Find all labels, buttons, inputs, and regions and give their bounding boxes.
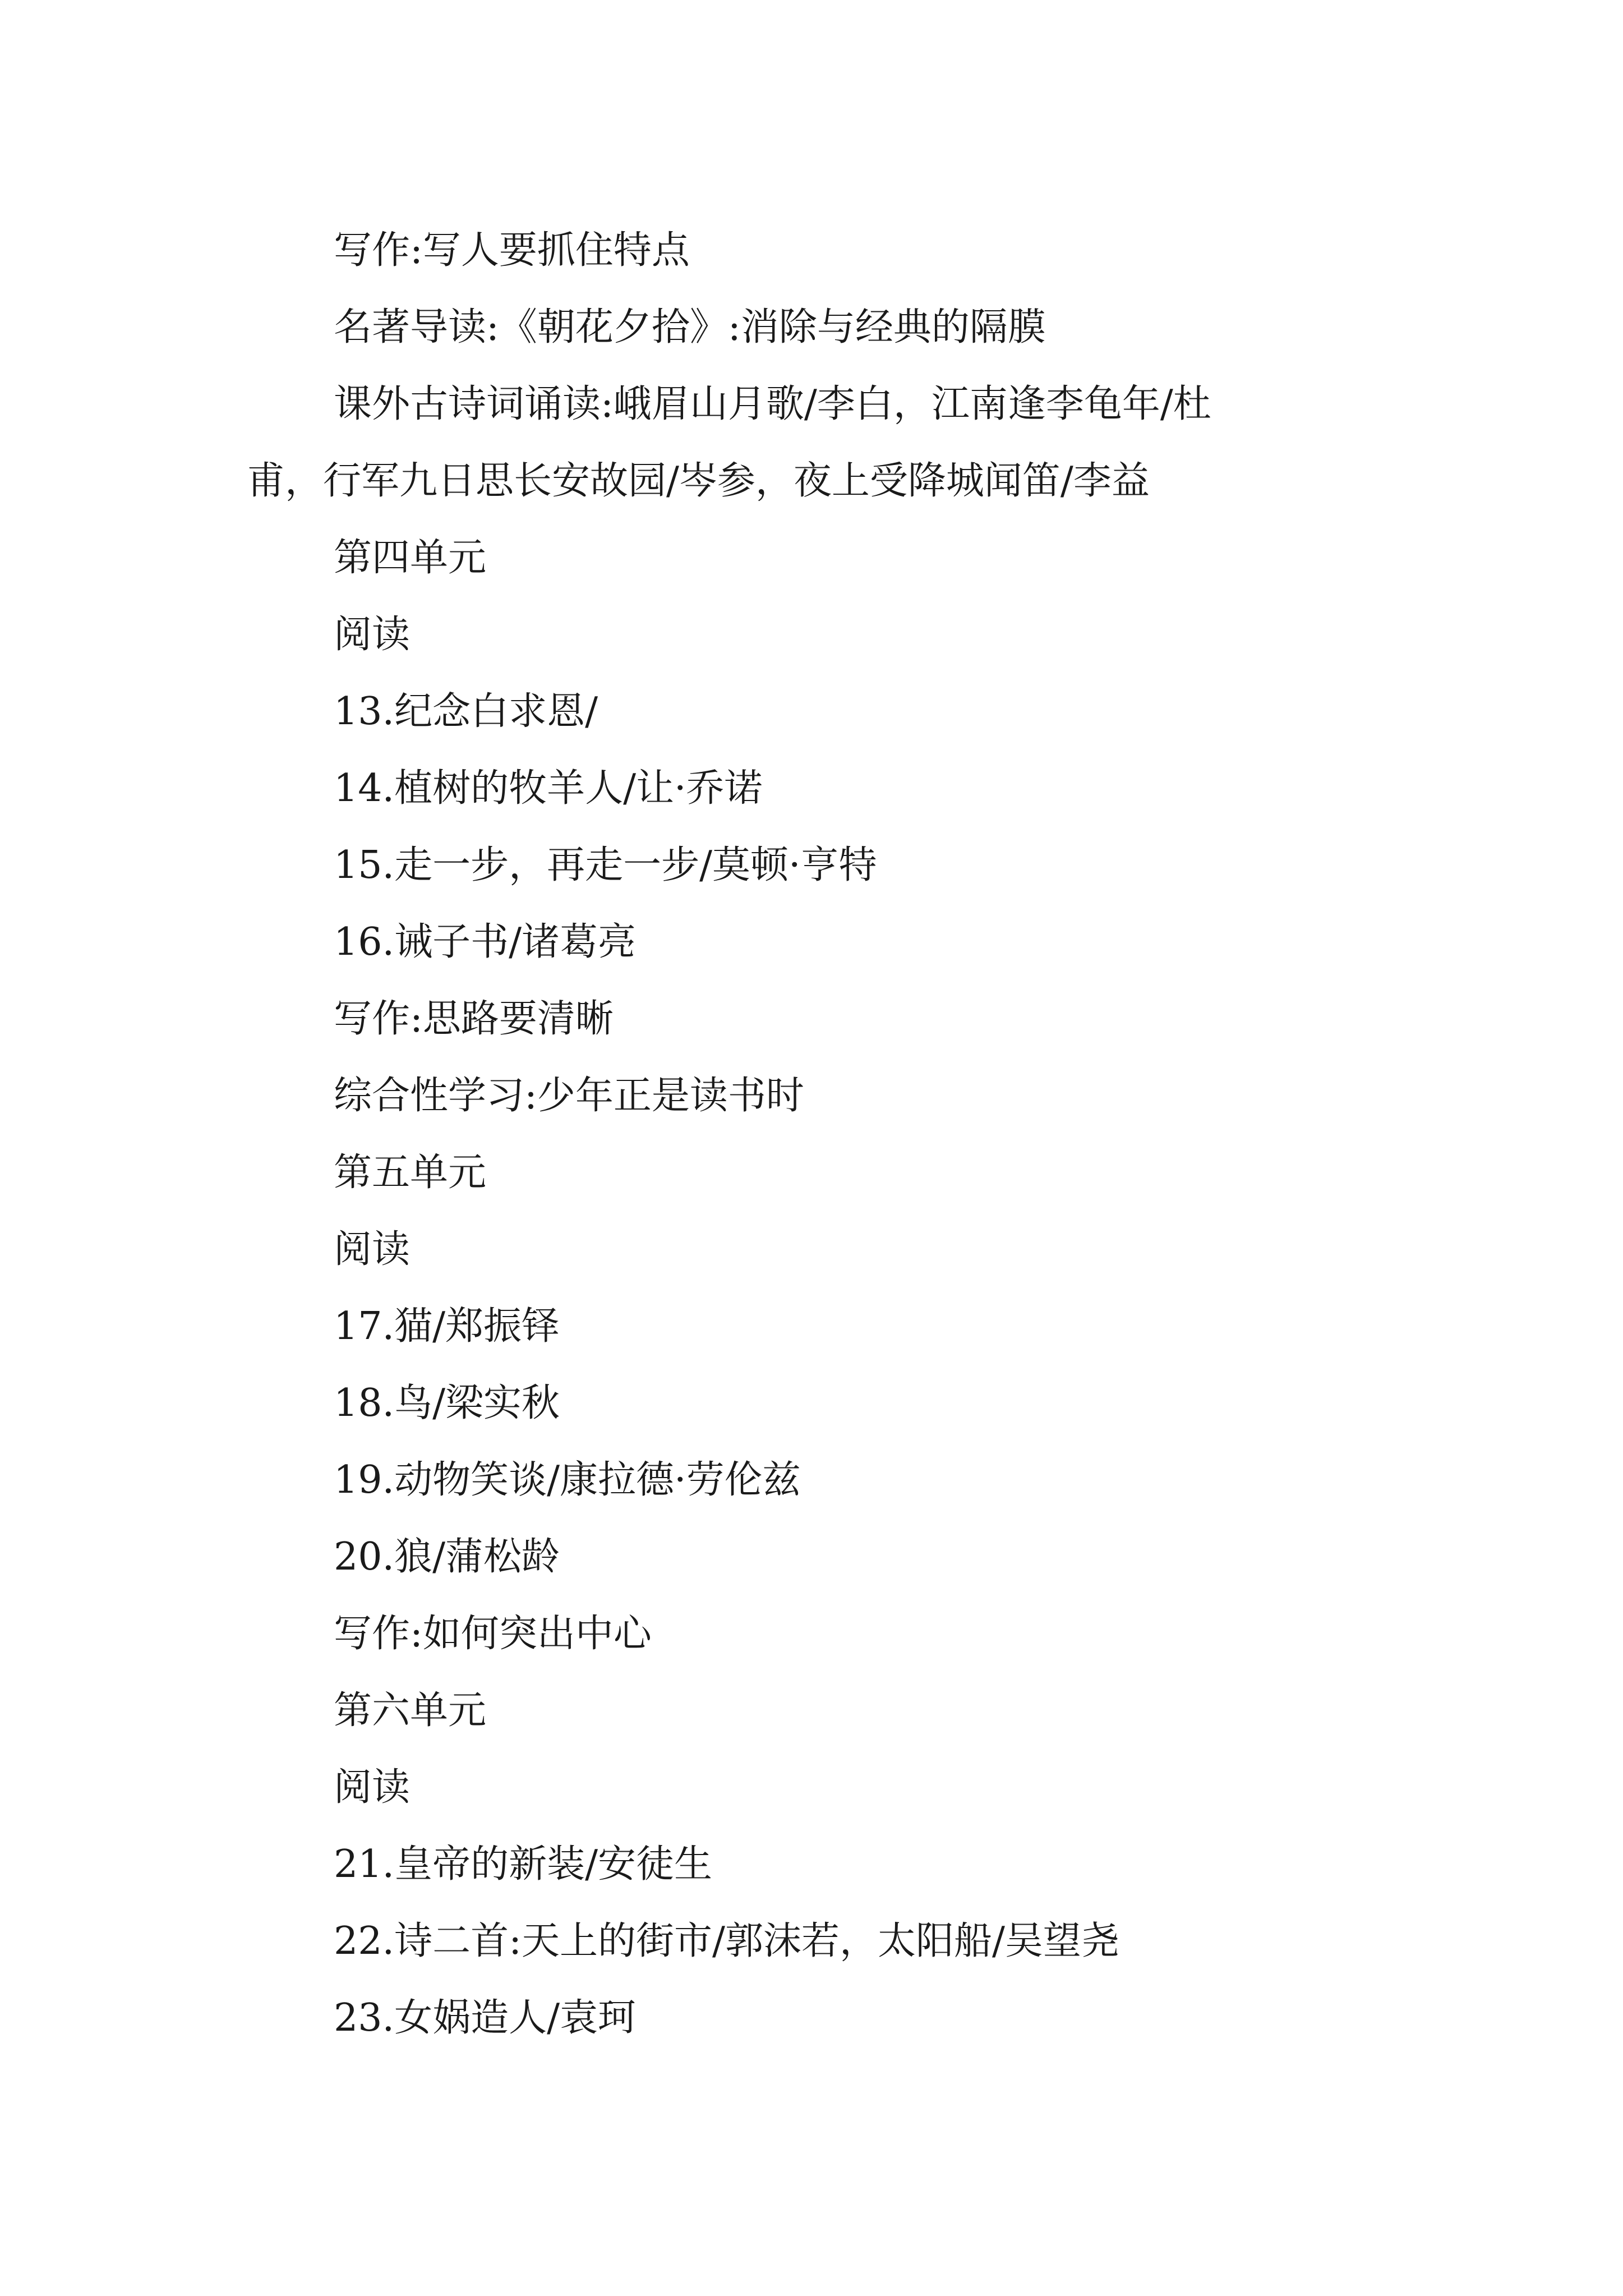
list-item: 19.动物笑谈/康拉德·劳伦兹: [334, 1458, 801, 1502]
text-line-writing-3: 写作:如何突出中心: [334, 1612, 652, 1656]
list-item: 15.走一步，再走一步/莫顿·亨特: [334, 843, 877, 887]
text-line-comprehensive-study: 综合性学习:少年正是读书时: [334, 1074, 804, 1118]
list-item: 14.植树的牧羊人/让·乔诺: [334, 766, 763, 811]
list-item: 23.女娲造人/袁珂: [334, 1996, 637, 2040]
section-heading-reading: 阅读: [334, 1227, 411, 1272]
unit-heading-4: 第四单元: [334, 536, 487, 580]
text-line-classic-reading: 名著导读:《朝花夕拾》:消除与经典的隔膜: [334, 305, 1046, 349]
section-heading-reading: 阅读: [334, 1765, 411, 1810]
list-item: 18.鸟/梁实秋: [334, 1381, 560, 1425]
text-line-poetry-recitation: 课外古诗词诵读:峨眉山月歌/李白，江南逢李龟年/杜: [334, 382, 1211, 426]
list-item: 17.猫/郑振铎: [334, 1304, 560, 1349]
unit-heading-5: 第五单元: [334, 1151, 487, 1195]
text-line-poetry-recitation-cont: 甫，行军九日思长安故园/岑参，夜上受降城闻笛/李益: [247, 459, 1150, 503]
list-item: 22.诗二首:天上的街市/郭沫若，太阳船/吴望尧: [334, 1919, 1119, 1963]
section-heading-reading: 阅读: [334, 613, 411, 657]
unit-heading-6: 第六单元: [334, 1688, 487, 1733]
text-line-writing-1: 写作:写人要抓住特点: [334, 228, 690, 273]
list-item: 16.诫子书/诸葛亮: [334, 920, 637, 964]
document-body: [247, 212, 1387, 2056]
list-item: 21.皇帝的新装/安徒生: [334, 1842, 713, 1887]
list-item: 20.狼/蒲松龄: [334, 1535, 560, 1579]
text-line-writing-2: 写作:思路要清晰: [334, 997, 614, 1041]
list-item: 13.纪念白求恩/: [334, 689, 598, 734]
